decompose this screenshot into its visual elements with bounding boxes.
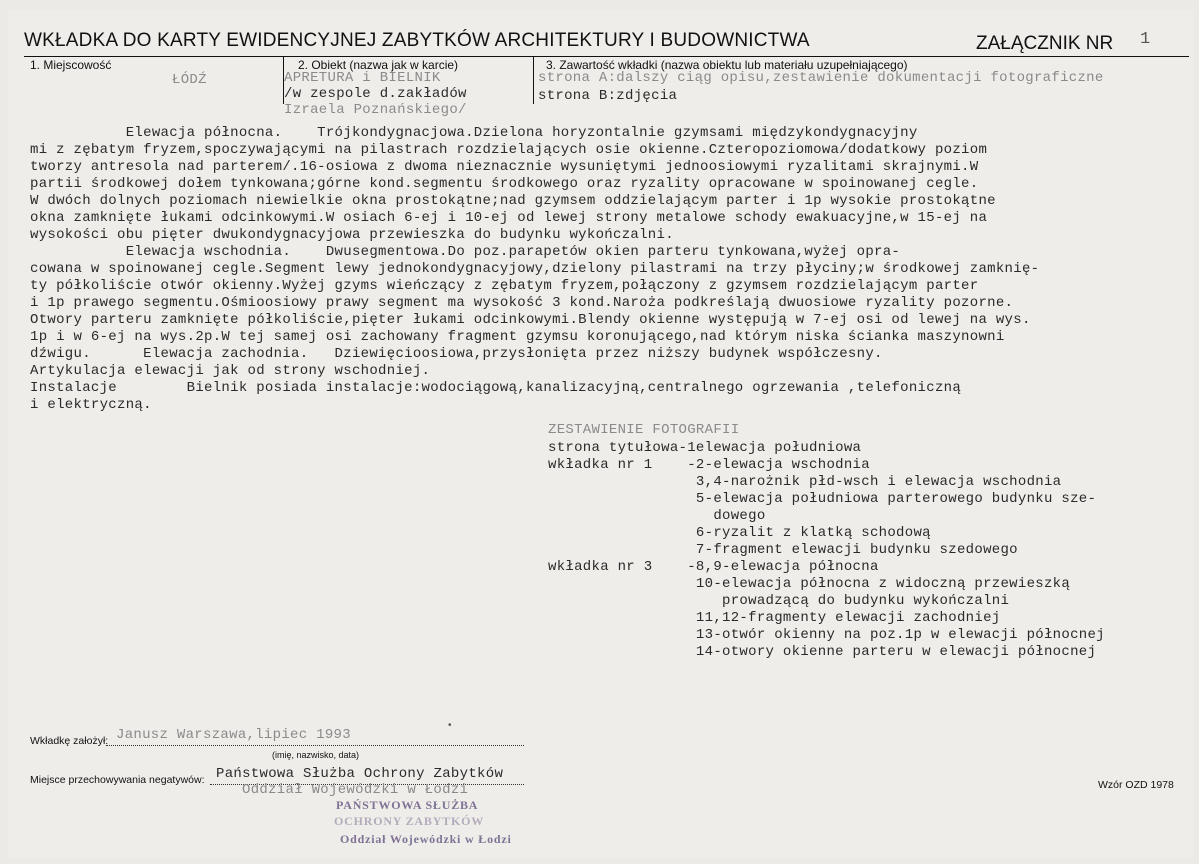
body-line: partii środkowej dołem tynkowana;górne kond.segmentu środkowego oraz ryzality opracowane w spoinowanej cegle. (30, 176, 979, 192)
header-rule (24, 56, 1189, 57)
photo-list-line: 3,4-narożnik płd-wsch i elewacja wschodnia (548, 474, 1062, 490)
photo-list-line: prowadzącą do budynku wykończalni (548, 593, 1010, 609)
field-divider-2 (533, 56, 534, 104)
annex-label: ZAŁĄCZNIK NR (976, 33, 1114, 54)
compiled-by-label: Wkładkę założył: (30, 735, 109, 747)
body-line: Elewacja północna. Trójkondygnacjowa.Dzielona horyzontalnie gzymsami międzykondygnacyjny (30, 125, 918, 141)
form-title: WKŁADKA DO KARTY EWIDENCYJNEJ ZABYTKÓW ARCHITEKTURY I BUDOWNICTWA (24, 30, 810, 51)
photo-list-line: 5-elewacja południowa parterowego budynku sze- (548, 491, 1097, 507)
object-value-line-1: APRETURA i BIELNIK (284, 70, 441, 86)
photo-list-line: 14-otwory okienne parteru w elewacji północnej (548, 644, 1097, 660)
photo-list-line: 6-ryzalit z klatką schodową (548, 525, 931, 541)
photo-list-line: 7-fragment elewacji budynku szedowego (548, 542, 1018, 558)
body-line: i elektryczną. (30, 397, 152, 413)
photo-list-line: strona tytułowa-1elewacja południowa (548, 440, 862, 456)
photo-list-line: wkładka nr 3 -8,9-elewacja północna (548, 559, 879, 575)
compiled-by-dotted-line (106, 745, 524, 746)
body-line: Elewacja wschodnia. Dwusegmentowa.Do poz.parapetów okien parteru tynkowana,wyżej opra- (30, 244, 901, 260)
photo-list-title: ZESTAWIENIE FOTOGRAFII (548, 422, 740, 438)
object-label: 2. Obiekt (nazwa jak w karcie) (298, 58, 459, 72)
object-value-line-3: Izraela Poznańskiego/ (284, 102, 467, 118)
body-line: ty półkoliście otwór okienny.Wyżej gzyms wieńczący z zębatym fryzem,połączony z gzymsem rozdzielającym parter (30, 278, 979, 294)
body-line: tworzy antresola nad parterem/.16-osiowa z dwoma nieznacznie wysuniętymi jednoosiowymi ryzalitami skrajnymi.W (30, 159, 979, 175)
body-line: cowana w spoinowanej cegle.Segment lewy jednokondygnacyjowy,dzielony pilastrami na trzy płyciny;w środkowej zamknię- (30, 261, 1040, 277)
body-line: mi z zębatym fryzem,spoczywającymi na pilastrach rozdzielających osie okienne.Czteropoziomowa/dodatkowy poziom (30, 142, 988, 158)
body-line: W dwóch dolnych poziomach niewielkie okna prostokątne;nad gzymsem oddzielającym parter i 1p wysokie prostokątne (30, 193, 996, 209)
contents-value-line-2: strona B:zdjęcia (538, 88, 678, 104)
body-line: i 1p prawego segmentu.Ośmioosiowy prawy segment ma wysokość 3 kond.Naroża podkreślają dwuosiowe ryzality pozorne. (30, 295, 1014, 311)
body-line: 1p i w 6-ej na wys.2p.W tej samej osi zachowany fragment gzymsu koronującego,nad którym niska ścianka maszynowni (30, 329, 1005, 345)
storage-label: Miejsce przechowywania negatywów: (30, 774, 205, 786)
stamp-line-1: PAŃSTWOWA SŁUŻBA (336, 798, 479, 812)
compiled-by-hint: (imię, nazwisko, data) (272, 750, 360, 760)
body-line: dźwigu. Elewacja zachodnia. Dziewięcioosiowa,przysłonięta przez niższy budynek współczesny. (30, 346, 883, 362)
photo-list-line: 11,12-fragmenty elewacji zachodniej (548, 610, 1001, 626)
storage-value-line-1: Państwowa Służba Ochrony Zabytków (216, 766, 504, 782)
stamp-line-2: OCHRONY ZABYTKÓW (334, 814, 485, 828)
photo-list-line: 13-otwór okienny na poz.1p w elewacji północnej (548, 627, 1105, 643)
compiled-by-value: Janusz Warszawa,lipiec 1993 (116, 727, 351, 743)
body-line: okna zamknięte łukami odcinkowymi.W osiach 6-ej i 10-ej od lewej strony metalowe schody ewakuacyjne,w 15-ej na (30, 210, 988, 226)
photo-list-line: dowego (548, 508, 766, 524)
stamp-line-3: Oddział Wojewódzki w Łodzi (340, 832, 512, 846)
locality-value: ŁÓDŹ (172, 72, 207, 88)
contents-value-line-1: strona A:dalszy ciąg opisu,zestawienie dokumentacji fotograficzne (538, 70, 1104, 86)
body-line: Otwory parteru zamknięte półkoliście,pięter łukami odcinkowymi.Blendy okienne występują w 7-ej osi od lewej na wys. (30, 312, 1031, 328)
storage-value-line-2: Oddział Wojewódzki w Łodzi (242, 782, 469, 798)
locality-label: 1. Miejscowość (30, 58, 112, 72)
body-line: wysokości obu pięter dwukondygnacyjowa przewieszka do budynku wykończalni. (30, 227, 674, 243)
form-code: Wzór OZD 1978 (1098, 779, 1174, 791)
body-line: Artykulacja elewacji jak od strony wschodniej. (30, 363, 431, 379)
photo-list-line: 10-elewacja północna z widoczną przewieszką (548, 576, 1071, 592)
contents-label: 3. Zawartość wkładki (nazwa obiektu lub materiału uzupełniającego) (546, 58, 908, 72)
photo-list-line: wkładka nr 1 -2-elewacja wschodnia (548, 457, 870, 473)
annex-number: 1 (1140, 30, 1151, 49)
body-line: Instalacje Bielnik posiada instalacje:wodociągową,kanalizacyjną,centralnego ogrzewania ,telefoniczną (30, 380, 962, 396)
object-value-line-2: /w zespole d.zakładów (284, 86, 467, 102)
punch-mark: • (448, 720, 452, 731)
